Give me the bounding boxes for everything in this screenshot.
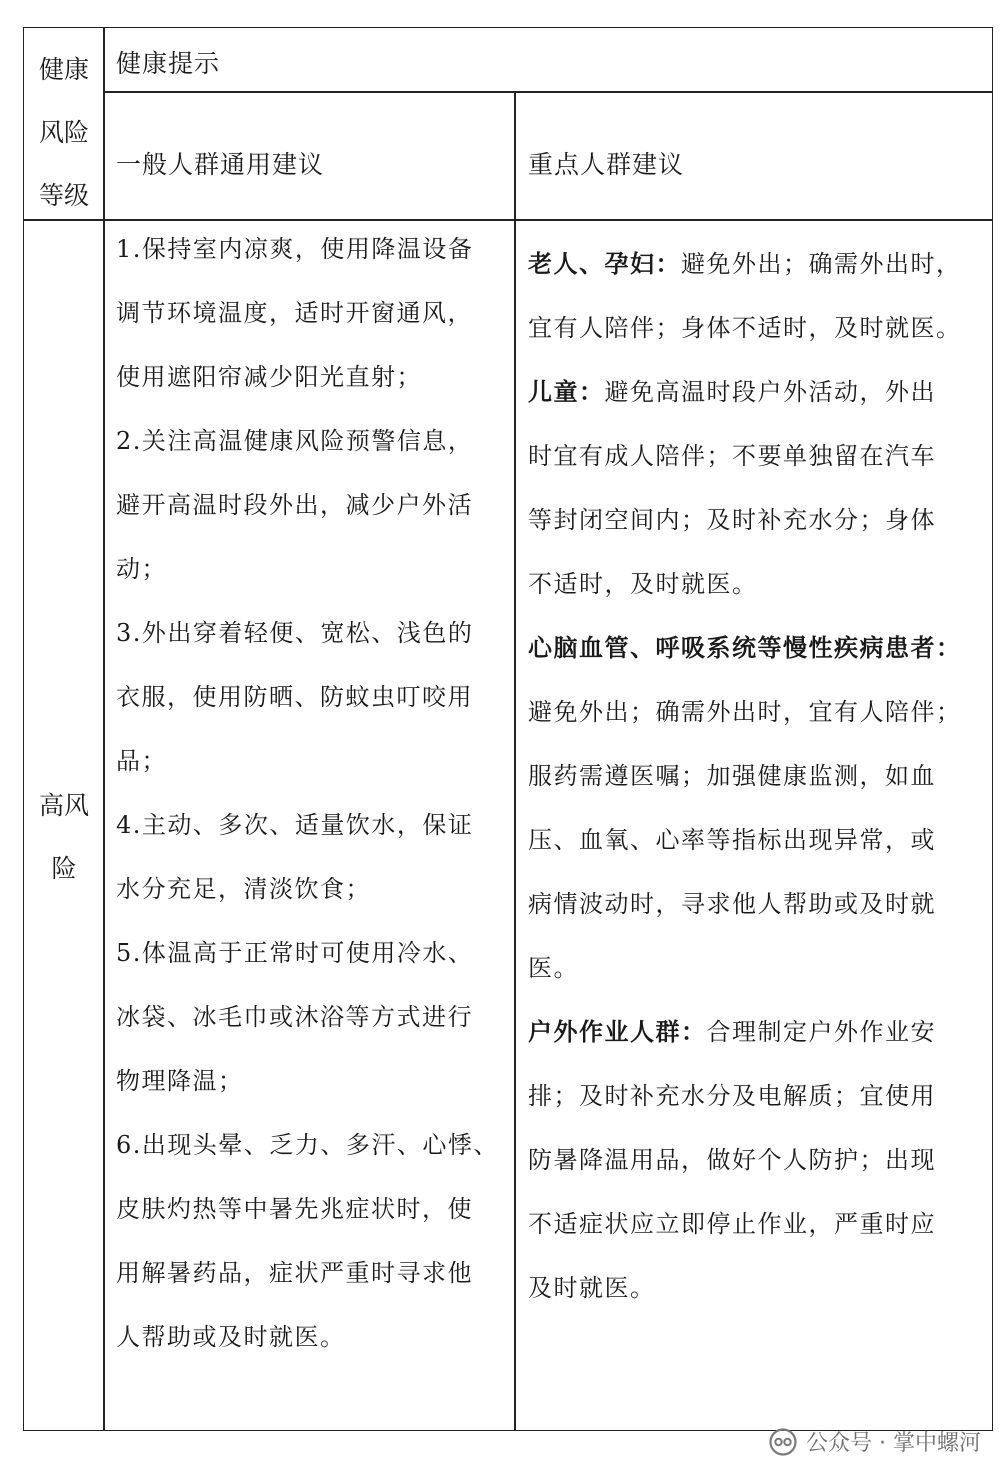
group-advice-text: 避免外出；确需外出时， — [681, 250, 962, 278]
key-groups-advice-line — [528, 616, 988, 680]
group-advice-text: 病情波动时，寻求他人帮助或及时就 — [528, 890, 936, 918]
key-groups-advice-line — [528, 1000, 988, 1064]
general-advice-line: 避开高温时段外出，减少户外活 — [116, 491, 473, 519]
key-groups-advice-line — [528, 424, 988, 488]
key-groups-advice-line — [528, 680, 988, 744]
col-divider-level — [103, 28, 105, 1430]
general-advice-line: 6.出现头晕、乏力、多汗、心悸、 — [116, 1131, 499, 1159]
group-advice-text: 等封闭空间内；及时补充水分；身体 — [528, 506, 936, 534]
group-advice-text: 时宜有成人陪伴；不要单独留在汽车 — [528, 442, 936, 470]
key-groups-advice-line — [528, 552, 988, 616]
risk-level-line: 险 — [51, 854, 77, 883]
group-title: 儿童： — [528, 378, 605, 406]
group-title: 老人、孕妇： — [528, 250, 681, 278]
watermark — [768, 1426, 981, 1457]
general-advice-line: 4.主动、多次、适量饮水，保证 — [116, 811, 474, 839]
general-advice-line: 使用遮阳帘减少阳光直射； — [116, 363, 422, 391]
level-column-header — [24, 38, 104, 227]
level-header-line: 风险 — [38, 118, 89, 147]
general-advice-line: 用解暑药品，症状严重时寻求他 — [116, 1259, 473, 1287]
general-advice-line: 冰袋、冰毛巾或沐浴等方式进行 — [116, 1003, 473, 1031]
risk-level-label — [24, 774, 104, 900]
general-advice-line: 人帮助或及时就医。 — [116, 1323, 346, 1351]
level-header-line: 健康 — [38, 55, 89, 84]
general-advice-line: 1.保持室内凉爽，使用降温设备 — [116, 235, 474, 263]
group-advice-text: 排；及时补充水分及电解质；宜使用 — [528, 1082, 936, 1110]
general-advice-line: 皮肤灼热等中暑先兆症状时，使 — [116, 1195, 473, 1223]
general-advice-line: 动； — [116, 555, 167, 583]
general-advice-line: 3.外出穿着轻便、宽松、浅色的 — [116, 619, 474, 647]
key-groups-advice-content — [528, 232, 988, 1320]
group-advice-text: 压、血氧、心率等指标出现异常，或 — [528, 826, 936, 854]
group-advice-text: 及时就医。 — [528, 1274, 656, 1302]
row-divider-tips — [104, 91, 992, 93]
group-advice-text: 医。 — [528, 954, 579, 982]
key-groups-advice-line — [528, 872, 988, 936]
general-advice-line: 衣服，使用防晒、防蚊虫叮咬用 — [116, 683, 473, 711]
key-groups-advice-line — [528, 1256, 988, 1320]
group-advice-text: 不适时，及时就医。 — [528, 570, 758, 598]
health-tips-title: 健康提示 — [116, 49, 221, 78]
watermark-text: 公众号 · 掌中螺河 — [806, 1431, 981, 1456]
level-header-line: 等级 — [38, 181, 89, 210]
group-advice-text: 不适症状应立即停止作业，严重时应 — [528, 1210, 936, 1238]
key-groups-advice-line — [528, 1064, 988, 1128]
key-groups-advice-line — [528, 936, 988, 1000]
group-title: 户外作业人群： — [528, 1018, 707, 1046]
general-advice-line: 调节环境温度，适时开窗通风， — [116, 299, 473, 327]
general-advice-header: 一般人群通用建议 — [116, 150, 325, 179]
group-advice-text: 服药需遵医嘱；加强健康监测，如血 — [528, 762, 936, 790]
general-advice-line: 2.关注高温健康风险预警信息， — [116, 427, 474, 455]
key-groups-advice-line — [528, 296, 988, 360]
col-divider-key — [514, 92, 516, 1430]
general-advice-line: 品； — [116, 747, 167, 775]
health-risk-table — [23, 27, 993, 1431]
group-advice-text: 避免外出；确需外出时，宜有人陪伴； — [528, 698, 962, 726]
key-groups-advice-line — [528, 360, 988, 424]
wechat-official-account-icon — [768, 1427, 798, 1457]
risk-level-line: 高风 — [38, 791, 89, 820]
key-groups-advice-line — [528, 1128, 988, 1192]
key-groups-advice-line — [528, 1192, 988, 1256]
key-groups-advice-line — [528, 744, 988, 808]
group-advice-text: 宜有人陪伴；身体不适时，及时就医。 — [528, 314, 962, 342]
key-groups-header: 重点人群建议 — [528, 150, 685, 179]
general-advice-content — [116, 217, 508, 1369]
group-advice-text: 防暑降温用品，做好个人防护；出现 — [528, 1146, 936, 1174]
general-advice-line: 5.体温高于正常时可使用冷水、 — [116, 939, 474, 967]
general-advice-line: 物理降温； — [116, 1067, 244, 1095]
key-groups-advice-line — [528, 808, 988, 872]
group-advice-text: 避免高温时段户外活动，外出 — [604, 378, 936, 406]
key-groups-advice-line — [528, 232, 988, 296]
group-advice-text: 合理制定户外作业安 — [706, 1018, 936, 1046]
general-advice-line: 水分充足，清淡饮食； — [116, 875, 371, 903]
group-title: 心脑血管、呼吸系统等慢性疾病患者： — [528, 634, 962, 662]
key-groups-advice-line — [528, 488, 988, 552]
